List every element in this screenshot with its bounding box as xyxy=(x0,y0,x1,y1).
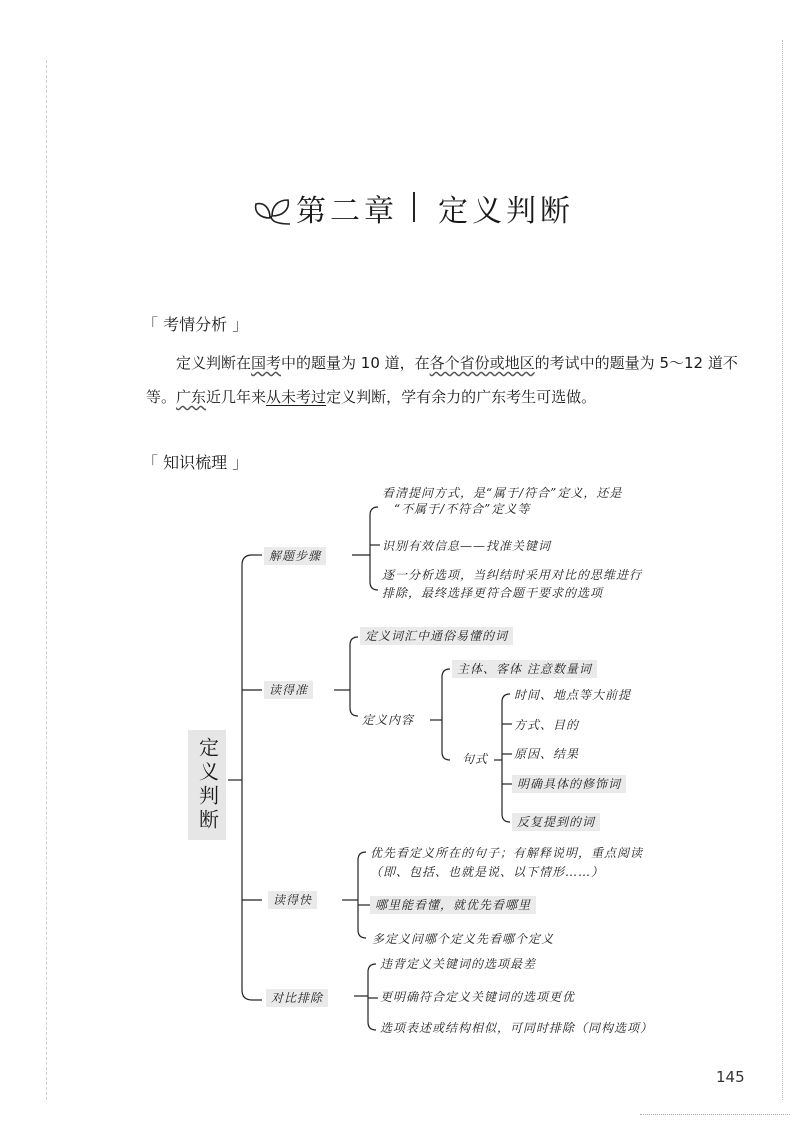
b3-item: 哪里能看懂，就优先看哪里 xyxy=(372,896,534,913)
b1-item: 看清提问方式，是“属于/符合”定义，还是 xyxy=(382,486,623,500)
b1-item: “不属于/不符合”定义等 xyxy=(394,502,531,516)
mindmap-root: 定义判断 xyxy=(188,730,226,840)
b2-leaf: 方式、目的 xyxy=(514,718,580,732)
b3-item: 多定义问哪个定义先看哪个定义 xyxy=(372,932,555,946)
branch-read-accurately: 读得准 xyxy=(266,681,311,698)
branch-read-quickly: 读得快 xyxy=(270,891,315,908)
page-number: 145 xyxy=(716,1068,745,1086)
b4-item: 违背定义关键词的选项最差 xyxy=(380,957,537,971)
b2-leaf: 明确具体的修饰词 xyxy=(514,775,624,792)
b3-item: 优先看定义所在的句子；有解释说明，重点阅读 xyxy=(370,846,644,860)
b4-item: 更明确符合定义关键词的选项更优 xyxy=(380,990,576,1004)
b1-item: 逐一分析选项，当纠结时采用对比的思维进行 xyxy=(382,568,643,582)
b2-item: 定义内容 xyxy=(362,713,415,727)
chapter-number: 第二章 xyxy=(296,194,398,229)
b2-subitem: 主体、客体 注意数量词 xyxy=(454,660,595,677)
branch-solving-steps: 解题步骤 xyxy=(266,547,324,564)
b2-leaf: 反复提到的词 xyxy=(514,813,598,830)
chapter-name: 定义判断 xyxy=(438,194,574,229)
branch-compare-exclude: 对比排除 xyxy=(268,989,326,1006)
b2-leaf: 原因、结果 xyxy=(514,747,580,761)
b2-item: 定义词汇中通俗易懂的词 xyxy=(362,627,511,644)
b2-subitem: 句式 xyxy=(462,752,489,766)
section-title-knowledge: 「 知识梳理 」 xyxy=(142,453,249,472)
b3-item: （即、包括、也就是说、以下情形……） xyxy=(370,865,605,879)
b2-leaf: 时间、地点等大前提 xyxy=(514,688,632,702)
section-title-analysis: 「 考情分析 」 xyxy=(142,315,249,334)
b1-item: 识别有效信息——找准关键词 xyxy=(382,539,552,553)
analysis-paragraph: 定义判断在国考中的题量为 10 道，在各个省份或地区的考试中的题量为 5～12 道不等。广东近几年来从未考过定义判断，学有余力的广东考生可选做。 xyxy=(146,354,738,406)
b4-item: 选项表述或结构相似，可同时排除（同构选项） xyxy=(380,1021,654,1035)
b1-item: 排除，最终选择更符合题干要求的选项 xyxy=(382,586,604,600)
